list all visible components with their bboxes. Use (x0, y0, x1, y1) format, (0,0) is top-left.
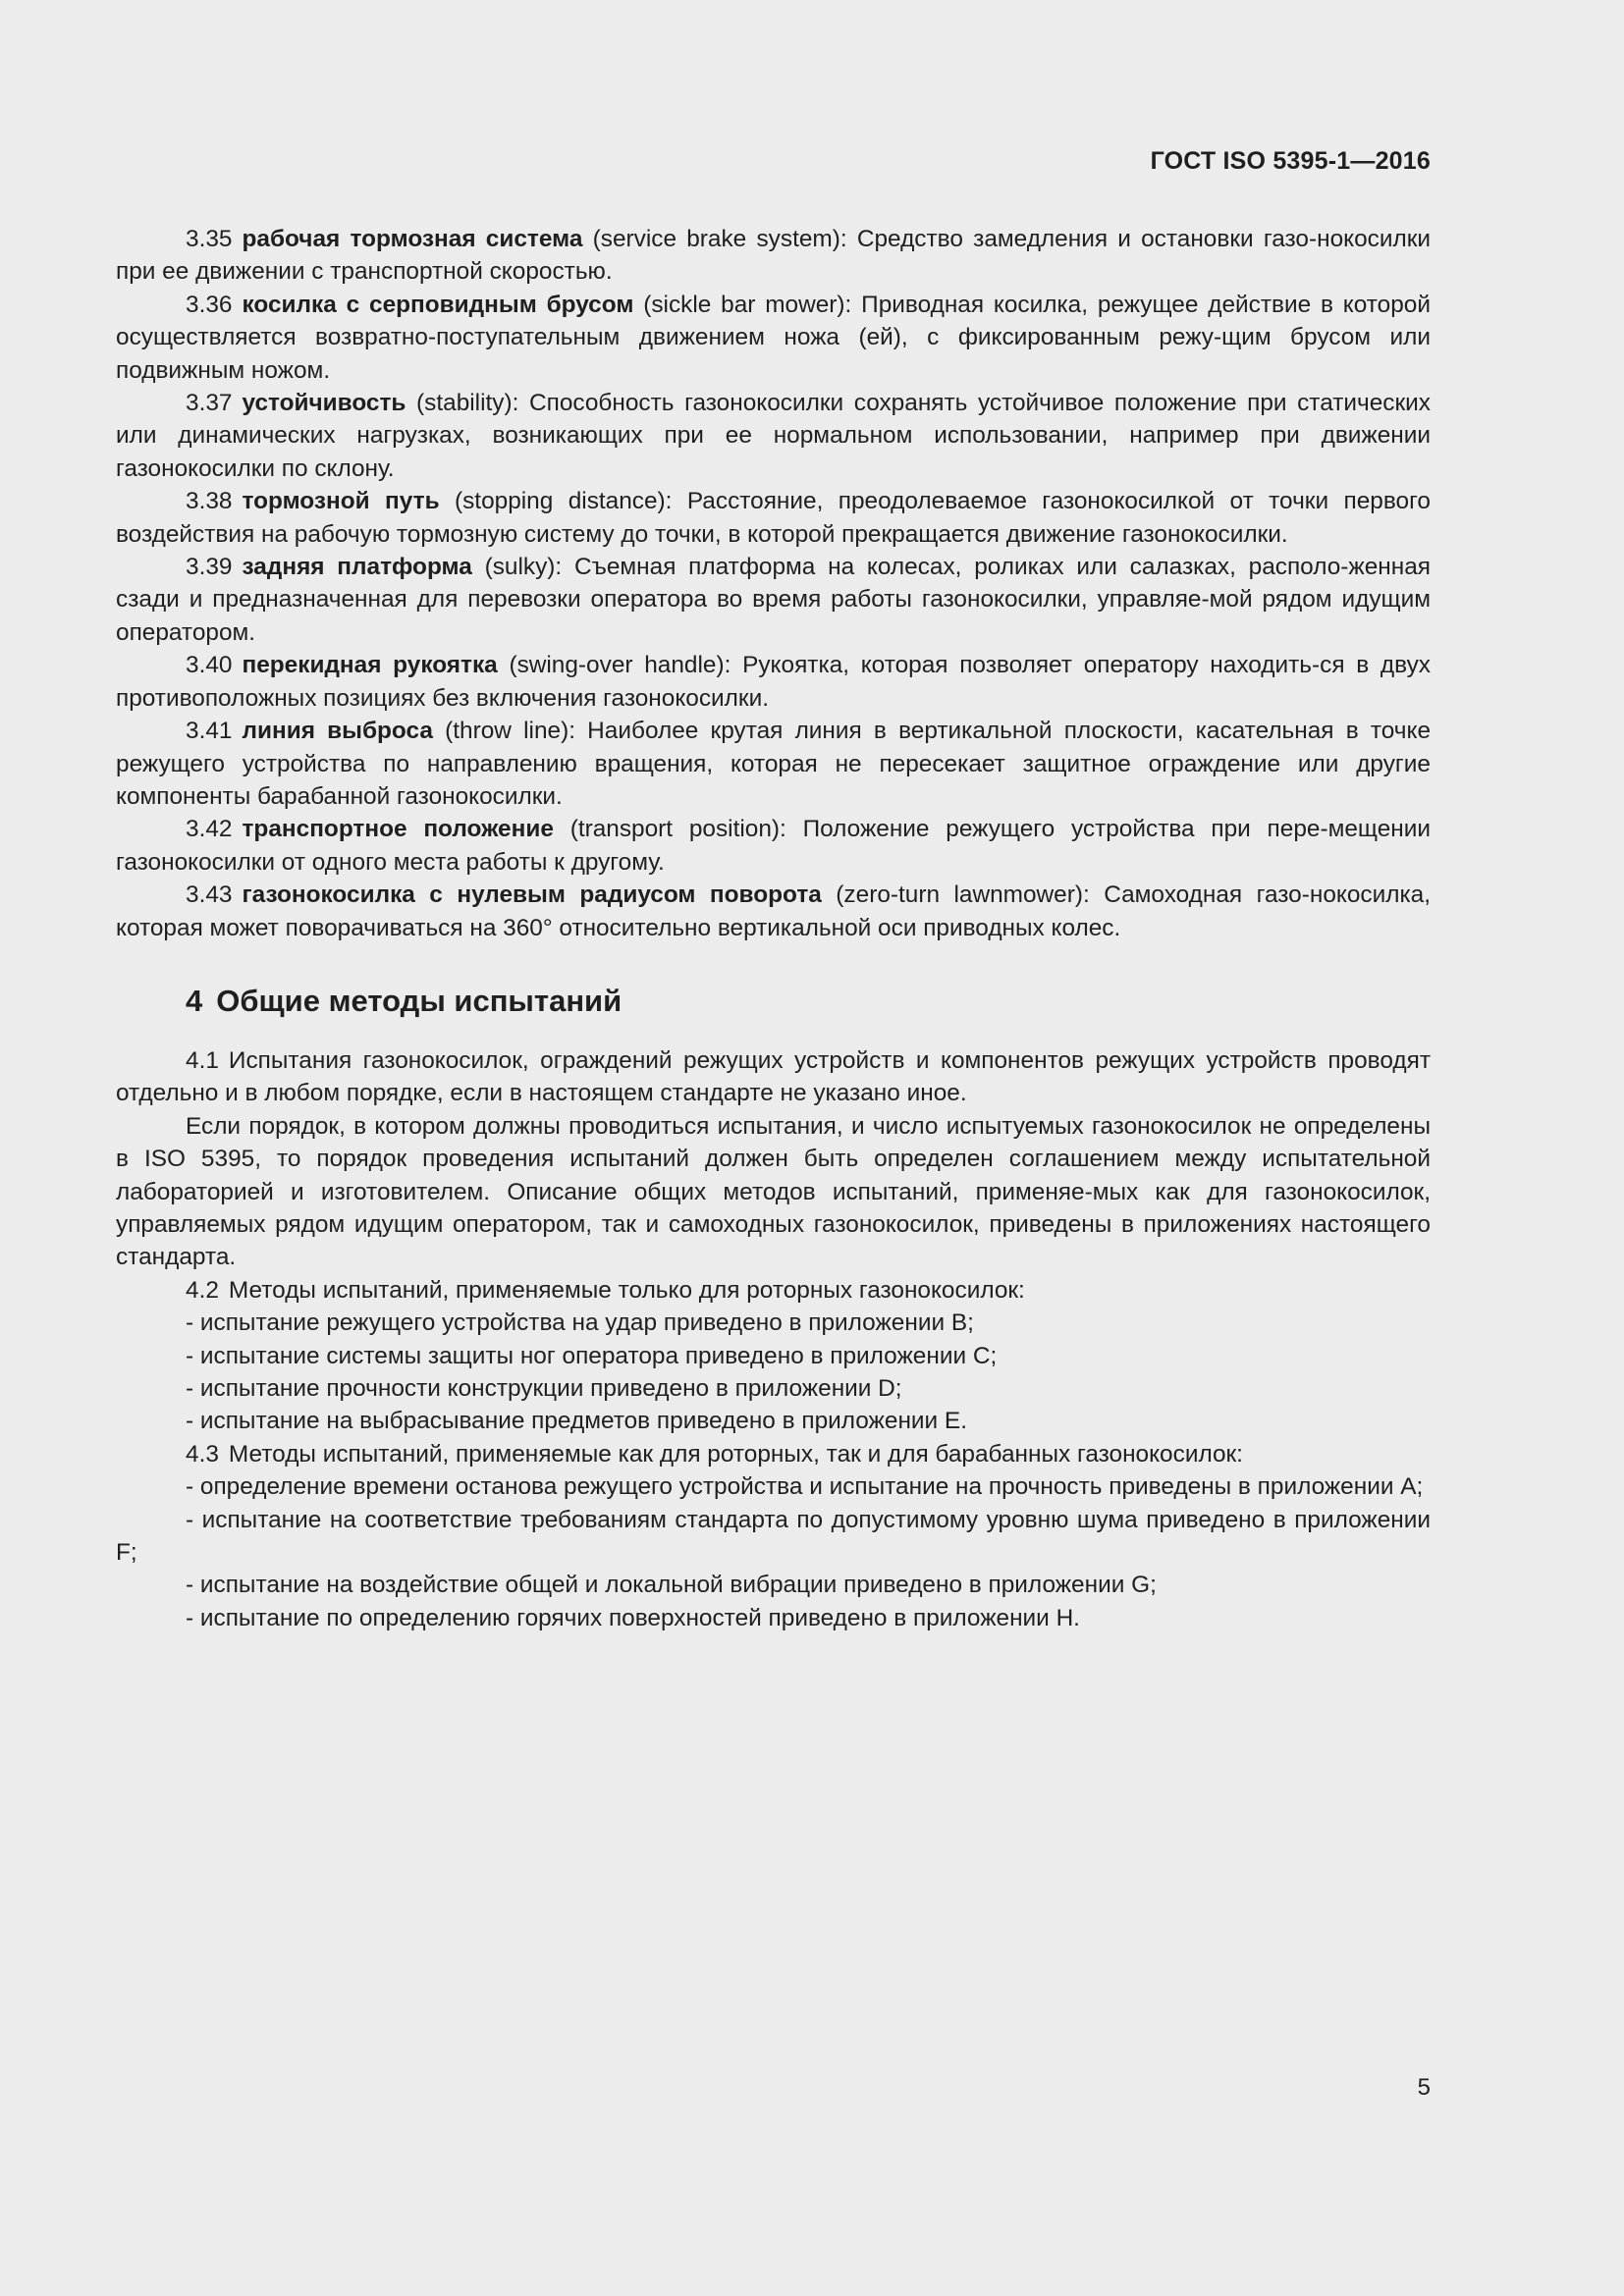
paragraph-4-2 (116, 1274, 1431, 1307)
definition-text: (sickle bar mower): Приводная косилка, режущее действие в которой осуществляется возвратно-поступательным движением ножа (ей), с фиксированным режу-щим брусом или подвижным ножом. (116, 291, 1431, 384)
definition-term: устойчивость (242, 390, 406, 417)
definition-number: 3.43 (186, 881, 233, 909)
definition-3-40 (116, 649, 1431, 715)
definition-number: 3.40 (186, 652, 233, 679)
definition-number: 3.36 (186, 291, 233, 318)
definition-text: (stopping distance): Расстояние, преодолеваемое газонокосилкой от точки первого воздействия на рабочую тормозную систему до точки, в которой прекращается движение газонокосилки. (116, 488, 1431, 548)
definition-3-36 (116, 289, 1431, 387)
list-item: - определение времени останова режущего устройства и испытание на прочность приведены в приложении А; (186, 1473, 1424, 1501)
paragraph-text: Испытания газонокосилок, ограждений режущих устройств и компонентов режущих устройств проводят отдельно и в любом порядке, если в настоящем стандарте не указано иное. (116, 1046, 1431, 1107)
definition-number: 3.37 (186, 390, 233, 417)
definition-3-39 (116, 551, 1431, 649)
list-item: - испытание системы защиты ног оператора приведено в приложении С; (186, 1342, 998, 1369)
list-item: - испытание на воздействие общей и локальной вибрации приведено в приложении G; (186, 1572, 1157, 1599)
definition-text: (transport position): Положение режущего устройства при пере-мещении газонокосилки от одного места работы к другому. (116, 816, 1431, 876)
paragraph-text: Методы испытаний, применяемые как для роторных, так и для барабанных газонокосилок: (228, 1440, 1243, 1468)
definition-text: (throw line): Наиболее крутая линия в вертикальной плоскости, касательная в точке режущего устройства по направлению вращения, которая не пересекает защитное ограждение или другие компоненты барабанной газонокосилки. (116, 718, 1432, 810)
definition-3-38 (116, 485, 1431, 551)
paragraph-text: Методы испытаний, применяемые только для роторных газонокосилок: (228, 1276, 1025, 1304)
definition-number: 3.35 (186, 226, 233, 252)
paragraph-4-1-continued: Если порядок, в котором должны проводиться испытания, и число испытуемых газонокосилок не определены в ISO 5395, то порядок проведения испытаний должен быть определен соглашением между испытательной лабораторией и изготовителем. Описание общих методов испытаний, применяе-мых как для газонокосилок, управляемых рядом идущим оператором, так и самоходных газонокосилок, приведены в приложениях настоящего стандарта. (116, 1112, 1431, 1271)
definition-term: тормозной путь (242, 488, 440, 515)
definition-term: транспортное положение (242, 816, 554, 843)
list-item: - испытание прочности конструкции приведено в приложении D; (186, 1375, 902, 1402)
paragraph-number: 4.2 (186, 1276, 219, 1304)
list-item: - испытание по определению горячих поверхностей приведено в приложении Н. (186, 1604, 1080, 1631)
page-number: 5 (1417, 2074, 1431, 2101)
definition-text: (stability): Способность газонокосилки сохранять устойчивое положение при статических или динамических нагрузках, возникающих при ее нормальном использовании, например при движении газонокосилки по склону. (116, 390, 1431, 482)
definition-number: 3.38 (186, 488, 233, 515)
paragraph-number: 4.3 (186, 1440, 219, 1468)
definition-text: (zero-turn lawnmower): Самоходная газо-нокосилка, которая может поворачиваться на 360° относительно вертикальной оси приводных колес. (116, 881, 1432, 941)
section-heading (116, 982, 1431, 1021)
paragraph-number: 4.1 (186, 1046, 219, 1074)
definition-3-37 (116, 387, 1431, 485)
definition-term: линия выброса (242, 718, 433, 745)
definition-3-42 (116, 813, 1431, 879)
definition-text: (sulky): Съемная платформа на колесах, роликах или салазках, располо-женная сзади и предназначенная для перевозки оператора во время работы газонокосилки, управляе-мой рядом идущим оператором. (116, 554, 1431, 646)
definition-term: косилка с серповидным брусом (242, 291, 634, 318)
definition-number: 3.41 (186, 718, 233, 745)
definition-term: перекидная рукоятка (242, 652, 498, 679)
section-number: 4 (186, 983, 203, 1018)
definition-term: задняя платформа (242, 554, 472, 581)
definition-3-41 (116, 715, 1431, 813)
document-header: ГОСТ ISO 5395-1—2016 (1150, 147, 1431, 175)
definition-term: газонокосилка с нулевым радиусом поворота (242, 881, 822, 909)
definition-number: 3.42 (186, 816, 233, 843)
list-item: - испытание режущего устройства на удар приведено в приложении В; (186, 1309, 974, 1337)
paragraph-4-1 (116, 1044, 1431, 1110)
paragraph-4-3 (116, 1438, 1431, 1470)
section-title: Общие методы испытаний (216, 983, 623, 1018)
definition-text: (swing-over handle): Рукоятка, которая позволяет оператору находить-ся в двух противоположных позициях без включения газонокосилки. (116, 652, 1431, 712)
document-body (116, 223, 1431, 1634)
list-item: - испытание на соответствие требованиям стандарта по допустимому уровню шума приведено в приложении F; (116, 1506, 1431, 1567)
list-item: - испытание на выбрасывание предметов приведено в приложении Е. (186, 1408, 967, 1435)
definition-term: рабочая тормозная система (242, 226, 583, 252)
definition-number: 3.39 (186, 554, 233, 581)
definition-3-35 (116, 223, 1431, 289)
definition-text: (service brake system): Средство замедления и остановки газо-нокосилки при ее движении с транспортной скоростью. (116, 226, 1432, 286)
definition-3-43 (116, 879, 1431, 944)
definitions-list (116, 223, 1431, 944)
